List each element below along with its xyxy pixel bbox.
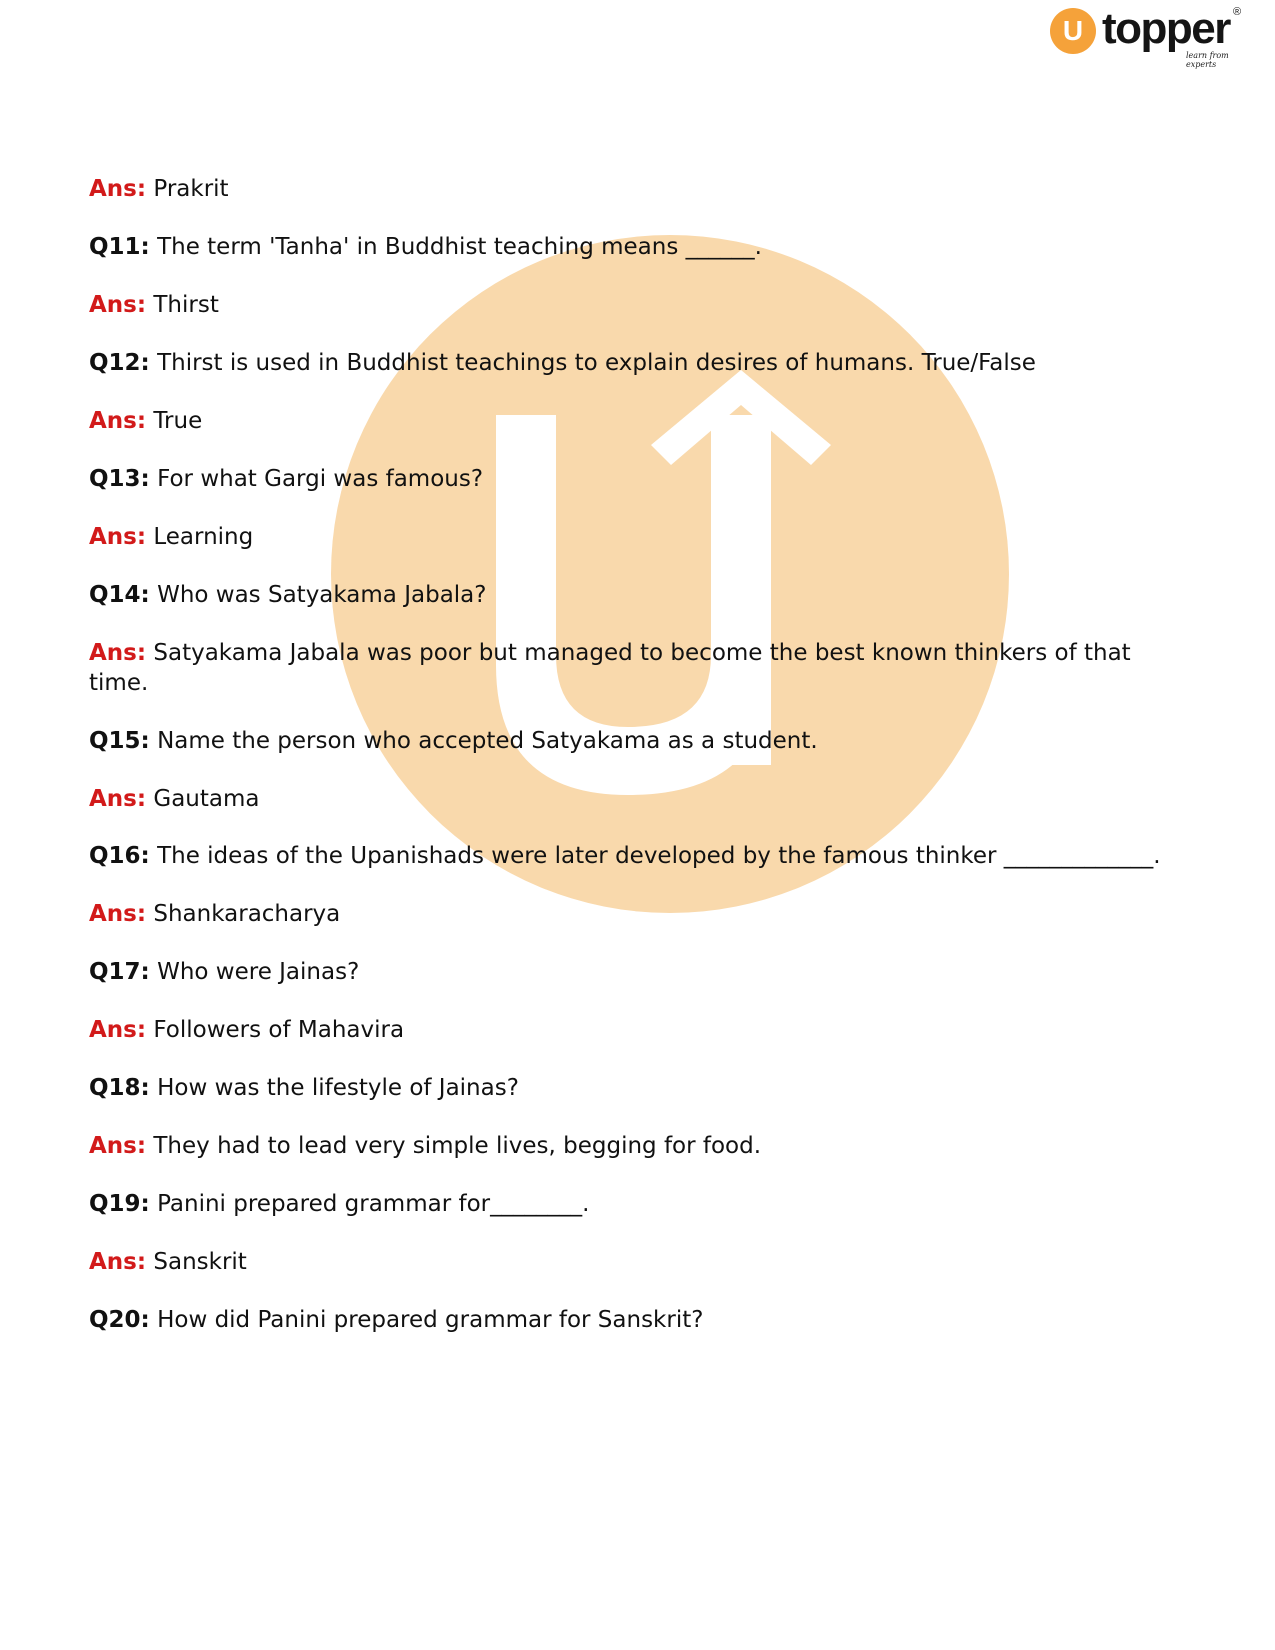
qa-label: Q11: xyxy=(89,234,150,260)
qa-label: Ans: xyxy=(89,1249,147,1275)
qa-item xyxy=(89,580,1179,610)
qa-text: Gautama xyxy=(153,786,260,812)
qa-label: Q13: xyxy=(89,466,150,492)
qa-text: How was the lifestyle of Jainas? xyxy=(157,1075,519,1101)
qa-text: True xyxy=(153,408,203,434)
qa-item xyxy=(89,784,1179,814)
qa-item xyxy=(89,1131,1179,1161)
qa-item xyxy=(89,290,1179,320)
qa-item xyxy=(89,464,1179,494)
qa-label: Ans: xyxy=(89,176,147,202)
qa-item xyxy=(89,957,1179,987)
qa-label: Ans: xyxy=(89,1133,147,1159)
qa-label: Ans: xyxy=(89,524,147,550)
brand-name: topper xyxy=(1102,4,1230,53)
topper-logo xyxy=(1050,4,1250,69)
qa-item xyxy=(89,232,1179,262)
qa-label: Q16: xyxy=(89,843,150,869)
registered-mark: ® xyxy=(1233,6,1242,18)
qa-item xyxy=(89,174,1179,204)
qa-label: Q18: xyxy=(89,1075,150,1101)
qa-text: Sanskrit xyxy=(153,1249,247,1275)
qa-label: Ans: xyxy=(89,408,147,434)
qa-text: Satyakama Jabala was poor but managed to become the best known thinkers of that time. xyxy=(89,640,1131,696)
qa-item xyxy=(89,1247,1179,1277)
qa-label: Ans: xyxy=(89,786,147,812)
qa-label: Q14: xyxy=(89,582,150,608)
qa-item xyxy=(89,348,1179,378)
qa-text: Shankaracharya xyxy=(153,901,341,927)
qa-item xyxy=(89,1189,1179,1219)
qa-label: Ans: xyxy=(89,640,147,666)
qa-item xyxy=(89,1015,1179,1045)
qa-text: Followers of Mahavira xyxy=(153,1017,405,1043)
qa-item xyxy=(89,522,1179,552)
qa-label: Q15: xyxy=(89,728,150,754)
qa-text: Prakrit xyxy=(153,176,229,202)
qa-text: They had to lead very simple lives, begging for food. xyxy=(153,1133,762,1159)
qa-list xyxy=(89,174,1179,1335)
qa-item xyxy=(89,406,1179,436)
qa-label: Q12: xyxy=(89,350,150,376)
qa-text: The ideas of the Upanishads were later developed by the famous thinker _____________. xyxy=(157,843,1161,869)
qa-item xyxy=(89,1305,1179,1335)
qa-text: The term 'Tanha' in Buddhist teaching means ______. xyxy=(157,234,762,260)
qa-text: Name the person who accepted Satyakama as a student. xyxy=(157,728,818,754)
qa-label: Q20: xyxy=(89,1307,150,1333)
qa-item xyxy=(89,841,1179,871)
qa-label: Ans: xyxy=(89,1017,147,1043)
qa-label: Q19: xyxy=(89,1191,150,1217)
qa-text: Who were Jainas? xyxy=(157,959,360,985)
qa-label: Ans: xyxy=(89,901,147,927)
topper-u-icon: U xyxy=(1050,8,1096,54)
qa-text: Panini prepared grammar for________. xyxy=(157,1191,590,1217)
qa-text: Who was Satyakama Jabala? xyxy=(157,582,487,608)
qa-text: Thirst xyxy=(153,292,219,318)
qa-text: Learning xyxy=(153,524,254,550)
qa-item xyxy=(89,726,1179,756)
qa-label: Q17: xyxy=(89,959,150,985)
qa-text: For what Gargi was famous? xyxy=(157,466,484,492)
qa-item xyxy=(89,1073,1179,1103)
qa-label: Ans: xyxy=(89,292,147,318)
qa-text: How did Panini prepared grammar for Sanskrit? xyxy=(157,1307,704,1333)
qa-item xyxy=(89,638,1179,698)
qa-text: Thirst is used in Buddhist teachings to explain desires of humans. True/False xyxy=(157,350,1036,376)
brand-tagline: learn from experts xyxy=(1186,51,1229,69)
qa-item xyxy=(89,899,1179,929)
